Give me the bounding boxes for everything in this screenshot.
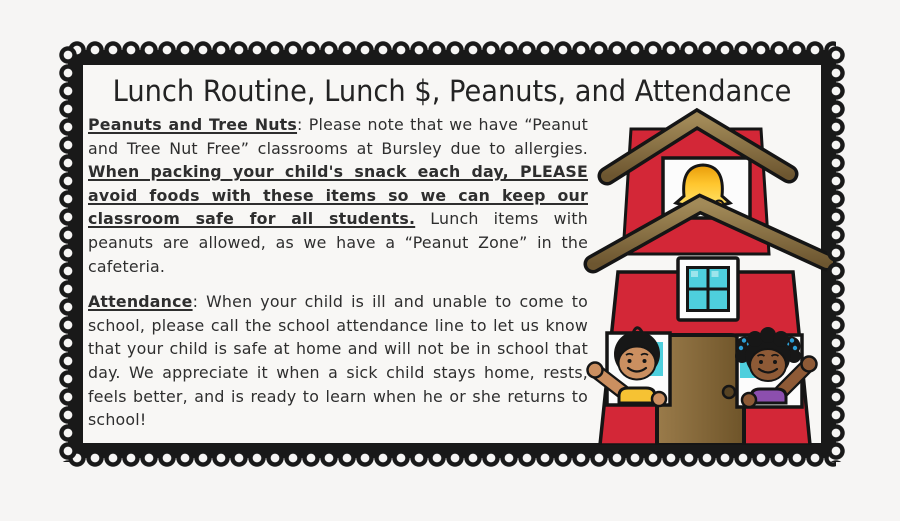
paragraph: [88, 290, 588, 432]
page-title: Lunch Routine, Lunch $, Peanuts, and Attendance: [112, 74, 792, 108]
text-segment: : When your child is ill and unable to come to school, please call the school attendance line to let us know that your child is safe at home and will not be in school that day. We appreciate it when a sick child stays home, rests, feels better, and is ready to learn when he or she returns to school!: [88, 292, 588, 430]
text-segment: Lunch items with peanuts are allowed, as we have a “Peanut Zone” in the cafeteria.: [88, 209, 588, 276]
body-paragraphs: [83, 113, 588, 432]
paragraph: [88, 113, 588, 278]
flyer-content: [83, 65, 821, 443]
text-segment: Peanuts and Tree Nuts: [88, 115, 298, 134]
text-segment: Attendance: [88, 292, 193, 312]
text-segment: : Please note that we have “Peanut and Tree Nut Free” classrooms at Bursley due to allergies.: [88, 115, 588, 158]
text-segment: When packing your child's snack each day, PLEASE avoid foods with these items so we can keep our classroom safe for all students.: [88, 162, 588, 229]
